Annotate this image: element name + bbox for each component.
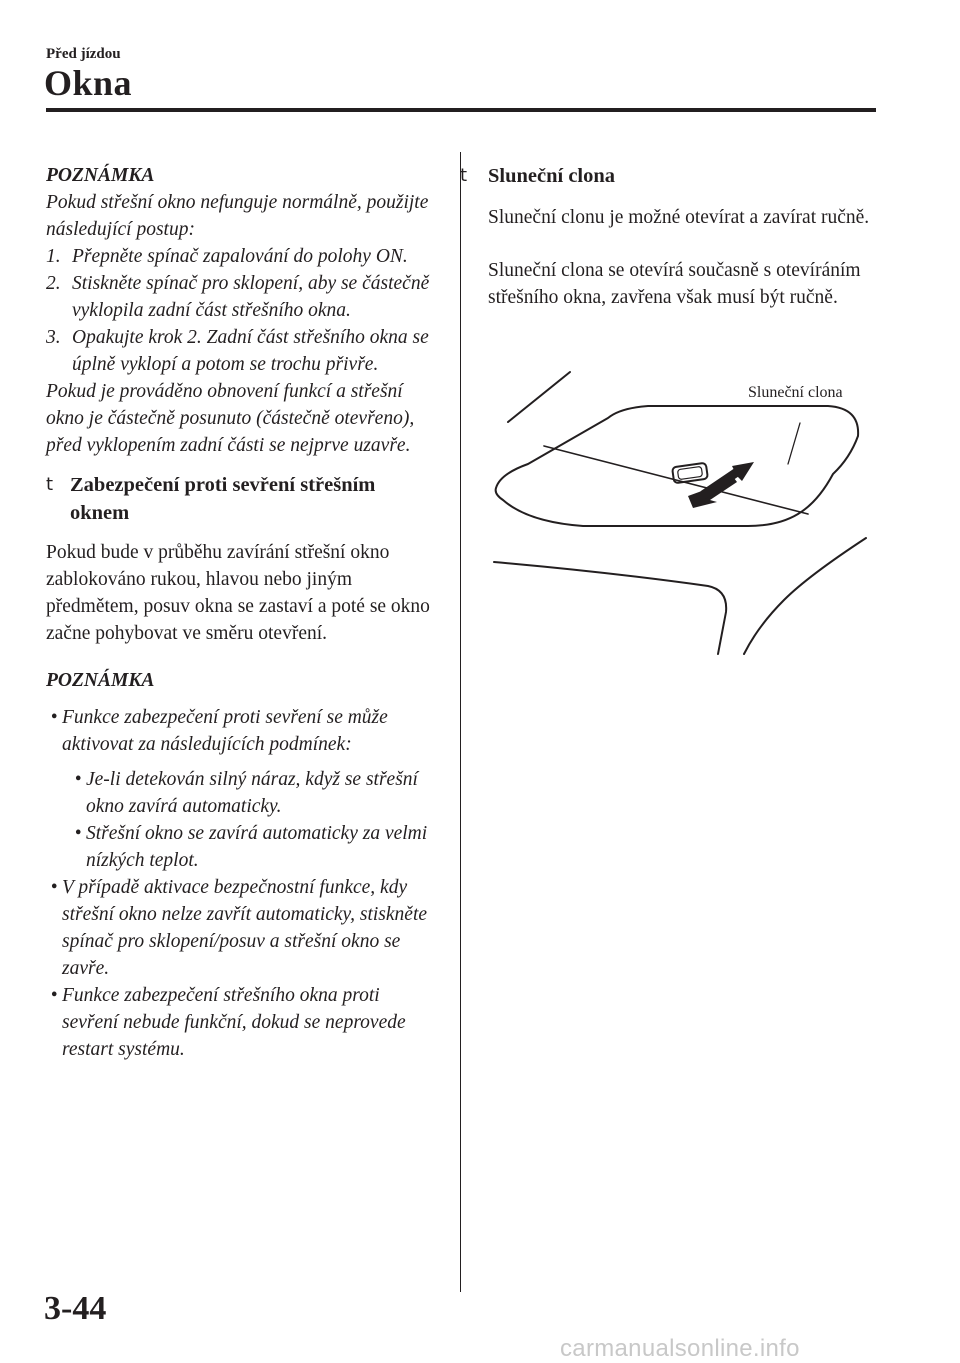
sunshade-paragraph-1: Sluneční clonu je možné otevírat a zavírat ručně. [488, 207, 870, 228]
roof-lining-line [494, 562, 726, 654]
step-item [46, 270, 438, 324]
step-text: Přepněte spínač zapalování do polohy ON. [72, 246, 408, 267]
note-outro: Pokud je prováděno obnovení funkcí a střešní okno je částečně posunuto (částečně otevřeno), před vyklopením zadní části se nejprve uzavře. [46, 381, 415, 456]
roof-edge-line [508, 372, 570, 422]
watermark: carmanualsonline.info [560, 1335, 800, 1362]
sub-bullet-item [70, 766, 438, 820]
bullet-text: V případě aktivace bezpečnostní funkce, kdy střešní okno nelze zavřít automaticky, stiskněte spínač pro sklopení/posuv a střešní okno se zavře. [62, 877, 428, 979]
sub-bullet-item [70, 820, 438, 874]
bullet-item [46, 982, 438, 1063]
bullet-item [46, 874, 438, 982]
bullet-item [46, 704, 438, 758]
sunshade-paragraph-2: Sluneční clona se otevírá současně s otevíráním střešního okna, zavřena však musí být ručně. [488, 260, 861, 308]
pillar-line [744, 538, 866, 654]
page-title: Okna [44, 63, 133, 103]
column-divider [460, 152, 461, 1292]
note-title: POZNÁMKA [46, 165, 155, 186]
bullet-dot: • [50, 985, 58, 1006]
sunshade-handle-inner [677, 466, 702, 479]
bullet-dot: • [50, 707, 58, 728]
section-heading-anti-pinch [46, 471, 438, 527]
section-body: Pokud bude v průběhu zavírání střešní okno zablokováno rukou, hlavou nebo jiným předmětem, posuv okna se zastaví a poté se okno začne pohybovat ve směru otevření. [46, 542, 430, 644]
note-title: POZNÁMKA [46, 670, 155, 691]
section-heading-sunshade [460, 162, 888, 190]
section-marker-icon: t [460, 165, 468, 186]
right-column [460, 162, 888, 311]
left-column [46, 162, 438, 1063]
bullet-text: Funkce zabezpečení střešního okna proti sevření nebude funkční, dokud se neprovede restart systému. [62, 985, 406, 1060]
bullet-text: Střešní okno se zavírá automaticky za velmi nízkých teplot. [86, 823, 428, 871]
section-heading-text: Zabezpečení proti sevření střešním oknem [70, 474, 376, 524]
note-block-2 [46, 667, 438, 1063]
bullet-dot: • [74, 769, 82, 790]
step-item [46, 324, 438, 378]
note-block-1 [46, 162, 438, 459]
note-intro: Pokud střešní okno nefunguje normálně, použijte následující postup: [46, 192, 429, 240]
section-marker-icon: t [46, 474, 54, 495]
step-number: 2. [46, 273, 61, 294]
section-heading-text: Sluneční clona [488, 165, 616, 187]
sunshade-front-edge [544, 446, 808, 514]
step-text: Opakujte krok 2. Zadní část střešního okna se úplně vyklopí a potom se trochu přivře. [72, 327, 429, 375]
page-number: 3-44 [44, 1290, 107, 1327]
label-leader-line [788, 423, 800, 464]
bullet-text: Je-li detekován silný náraz, když se střešní okno zavírá automaticky. [86, 769, 418, 817]
bullet-text: Funkce zabezpečení proti sevření se může aktivovat za následujících podmínek: [62, 707, 388, 755]
step-item [46, 243, 438, 270]
header-rule [46, 108, 876, 112]
breadcrumb: Před jízdou [46, 46, 121, 62]
sunshade-illustration [488, 366, 888, 666]
step-number: 3. [46, 327, 61, 348]
bullet-dot: • [74, 823, 82, 844]
figure-label: Sluneční clona [748, 384, 843, 401]
step-number: 1. [46, 246, 61, 267]
bullet-dot: • [50, 877, 58, 898]
step-text: Stiskněte spínač pro sklopení, aby se částečně vyklopila zadní část střešního okna. [72, 273, 430, 321]
